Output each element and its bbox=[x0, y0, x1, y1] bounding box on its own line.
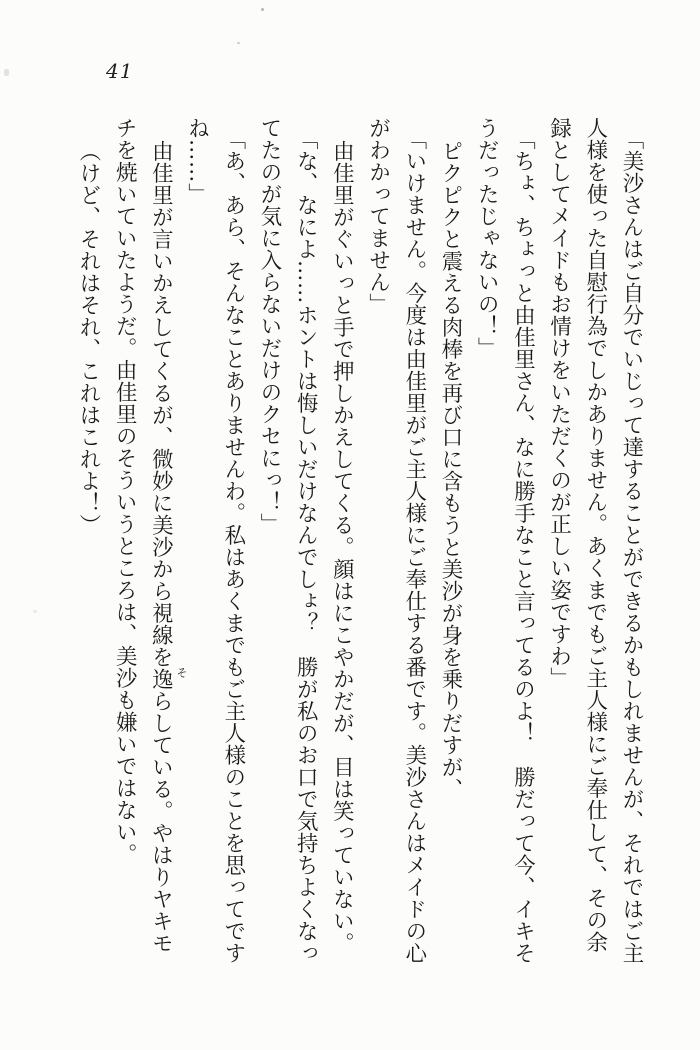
scan-artifact bbox=[33, 610, 37, 613]
scan-artifact bbox=[261, 8, 264, 11]
page-number: 41 bbox=[106, 59, 134, 83]
text-column: 由佳里が言いかえしてくるが、微妙に美沙から視線を逸らしている。やはりヤキモ bbox=[148, 140, 174, 954]
text-area bbox=[69, 117, 649, 985]
scan-artifact bbox=[4, 69, 9, 76]
text-column: 「いけません。今度は由佳里がご主人様にご奉仕する番です。美沙さんはメイドの心 bbox=[401, 128, 427, 964]
text-column: 「美沙さんはご自分でいじって達することができるかもしれませんが、それではご主 bbox=[619, 128, 644, 964]
text-column: がわかってません」 bbox=[365, 117, 391, 315]
text-column: （けど、それはそれ、これはこれよ！） bbox=[75, 140, 101, 536]
text-column: 由佳里がぐいっと手で押しかえしてくる。顔はにこやかだが、目は笑っていない。 bbox=[329, 140, 355, 954]
text-column: チを焼いていたようだ。由佳里のそういうところは、美沙も嫌いではない。 bbox=[112, 117, 138, 865]
text-column: 「な、なによ……ホントは悔しいだけなんでしょ？ 勝が私のお口で気持ちよくなっ bbox=[293, 128, 319, 964]
text-column: 「あ、あら、そんなことありませんわ。私はあくまでもご主人様のことを思ってです bbox=[220, 128, 246, 964]
text-column: ね……」 bbox=[184, 117, 210, 205]
text-column: てたのが気に入らないだけのクセにっ！」 bbox=[256, 117, 282, 535]
text-column: 録としてメイドもお情けをいただくのが正しい姿ですわ」 bbox=[546, 117, 572, 689]
text-column: 「ちょ、ちょっと由佳里さん、なに勝手なこと言ってるのよ！ 勝だって今、イキそ bbox=[510, 128, 536, 964]
furigana-annotation: そ bbox=[175, 667, 188, 678]
text-column: ピクピクと震える肉棒を再び口に含もうと美沙が身を乗りだすが、 bbox=[437, 140, 463, 800]
text-column: うだったじゃないの！」 bbox=[474, 117, 500, 359]
text-column: 人様を使った自慰行為でしかありません。あくまでもご主人様にご奉仕して、その余 bbox=[582, 117, 608, 953]
scan-artifact bbox=[237, 42, 240, 44]
